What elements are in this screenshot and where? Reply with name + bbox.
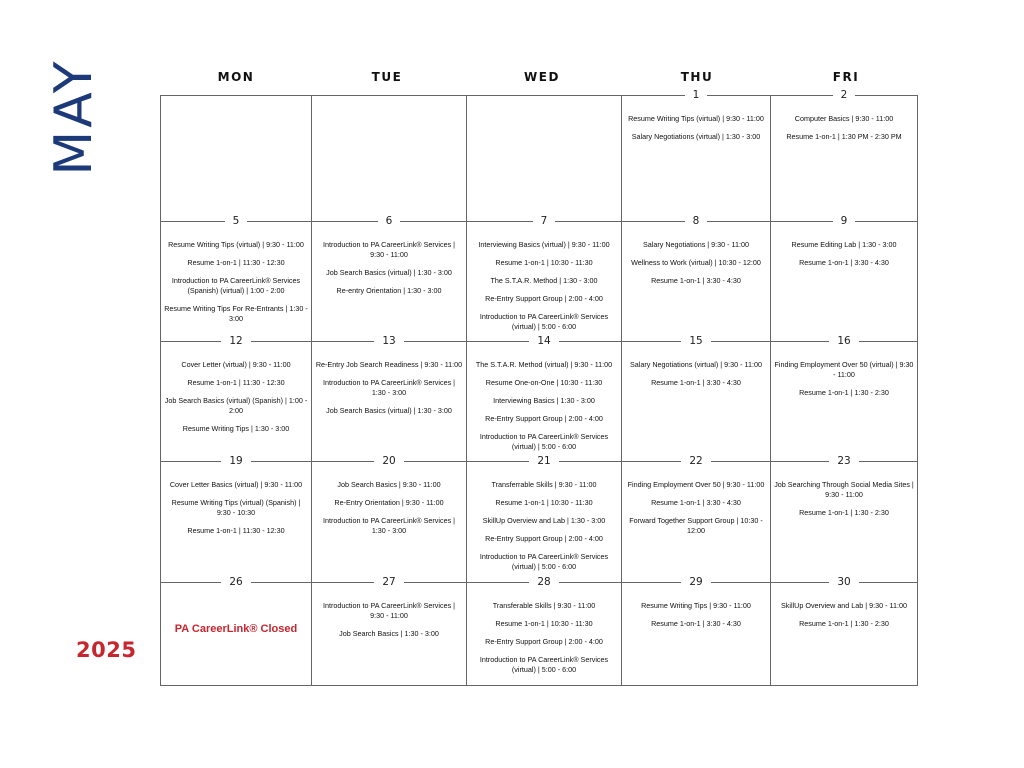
event-item: Job Search Basics | 1:30 - 3:00 bbox=[339, 629, 439, 638]
event-item: Resume 1-on-1 | 11:30 - 12:30 bbox=[187, 258, 285, 267]
day-number bbox=[161, 334, 311, 348]
event-item: Resume Writing Tips (virtual) (Spanish) | 9:30 - 10:30 bbox=[171, 498, 301, 517]
event-list bbox=[164, 240, 308, 332]
day-number bbox=[312, 214, 466, 228]
day-cell bbox=[770, 455, 918, 582]
event-item: Re-Entry Job Search Readiness | 9:30 - 11:00 bbox=[315, 360, 463, 369]
event-item: Interviewing Basics (virtual) | 9:30 - 11:00 bbox=[478, 240, 610, 249]
closed-notice: PA CareerLink® Closed bbox=[174, 623, 298, 635]
event-list bbox=[625, 601, 767, 637]
day-number bbox=[771, 575, 917, 589]
event-item: Job Searching Through Social Media Sites | 9:30 - 11:00 bbox=[774, 480, 914, 499]
day-cell bbox=[466, 335, 621, 461]
day-cell bbox=[770, 215, 918, 341]
day-number bbox=[467, 334, 621, 348]
event-item: Re-Entry Support Group | 2:00 - 4:00 bbox=[485, 534, 603, 543]
day-number-text: 7 bbox=[533, 215, 556, 227]
day-number bbox=[622, 214, 770, 228]
event-item: Re-Entry Support Group | 2:00 - 4:00 bbox=[485, 294, 603, 303]
event-item: Cover Letter Basics (virtual) | 9:30 - 11:00 bbox=[169, 480, 303, 489]
day-cell bbox=[466, 215, 621, 341]
event-item: Salary Negotiations (virtual) | 1:30 - 3:00 bbox=[631, 132, 761, 141]
event-item: Resume 1-on-1 | 3:30 - 4:30 bbox=[651, 619, 741, 628]
event-list bbox=[774, 360, 914, 406]
event-item: Resume 1-on-1 | 3:30 - 4:30 bbox=[799, 258, 889, 267]
event-item: Re-Entry Orientation | 9:30 - 11:00 bbox=[334, 498, 444, 507]
event-list bbox=[315, 360, 463, 424]
day-cell bbox=[160, 95, 311, 221]
day-number-text: 14 bbox=[529, 335, 558, 347]
day-cell bbox=[770, 335, 918, 461]
event-item: Re-entry Orientation | 1:30 - 3:00 bbox=[336, 286, 442, 295]
day-number bbox=[312, 454, 466, 468]
weekday-mon: MON bbox=[217, 70, 255, 84]
day-cell bbox=[621, 335, 770, 461]
event-item: Introduction to PA CareerLink® Services (Spanish) (virtual) | 1:00 - 2:00 bbox=[171, 276, 301, 295]
day-number bbox=[467, 454, 621, 468]
event-list bbox=[164, 601, 308, 635]
weekday-thu: THU bbox=[680, 70, 714, 84]
day-cell bbox=[311, 335, 466, 461]
day-number-text: 22 bbox=[681, 455, 710, 467]
event-list bbox=[315, 240, 463, 304]
event-item: Introduction to PA CareerLink® Services | 1:30 - 3:00 bbox=[322, 378, 456, 397]
day-number-text: 26 bbox=[221, 576, 250, 588]
event-item: Introduction to PA CareerLink® Services | 9:30 - 11:00 bbox=[322, 240, 456, 259]
event-list bbox=[470, 240, 618, 340]
event-item: Resume Writing Tips | 1:30 - 3:00 bbox=[182, 424, 290, 433]
day-number-text: 2 bbox=[833, 89, 856, 101]
event-item: Job Search Basics (virtual) (Spanish) | 1:00 - 2:00 bbox=[164, 396, 308, 415]
day-cell bbox=[770, 576, 918, 686]
event-item: Job Search Basics (virtual) | 1:30 - 3:00 bbox=[326, 406, 452, 415]
event-item: Resume 1-on-1 | 1:30 PM - 2:30 PM bbox=[786, 132, 902, 141]
day-cell bbox=[311, 95, 466, 221]
day-number-text: 23 bbox=[829, 455, 858, 467]
day-cell bbox=[311, 576, 466, 686]
day-number bbox=[771, 214, 917, 228]
weekday-wed: WED bbox=[524, 70, 560, 84]
event-item: Introduction to PA CareerLink® Services | 1:30 - 3:00 bbox=[322, 516, 456, 535]
event-item: Interviewing Basics | 1:30 - 3:00 bbox=[493, 396, 595, 405]
event-item: Resume 1-on-1 | 1:30 - 2:30 bbox=[799, 619, 889, 628]
day-number-text: 16 bbox=[829, 335, 858, 347]
day-number bbox=[622, 454, 770, 468]
day-cell bbox=[160, 576, 311, 686]
event-list bbox=[774, 601, 914, 637]
weekday-fri: FRI bbox=[832, 70, 860, 84]
event-item: Resume 1-on-1 | 3:30 - 4:30 bbox=[651, 498, 741, 507]
event-item: Computer Basics | 9:30 - 11:00 bbox=[794, 114, 894, 123]
event-list bbox=[774, 480, 914, 526]
day-cell bbox=[160, 335, 311, 461]
day-number-text: 21 bbox=[529, 455, 558, 467]
event-item: Cover Letter (virtual) | 9:30 - 11:00 bbox=[181, 360, 291, 369]
event-item: Resume 1-on-1 | 10:30 - 11:30 bbox=[495, 498, 593, 507]
event-item: Re-Entry Support Group | 2:00 - 4:00 bbox=[485, 414, 603, 423]
day-number-text: 28 bbox=[529, 576, 558, 588]
day-number bbox=[161, 214, 311, 228]
day-number-text: 9 bbox=[833, 215, 856, 227]
event-item: SkillUp Overview and Lab | 9:30 - 11:00 bbox=[781, 601, 907, 610]
day-cell bbox=[621, 215, 770, 341]
event-list bbox=[315, 480, 463, 544]
day-number bbox=[467, 214, 621, 228]
event-item: Transferrable Skills | 9:30 - 11:00 bbox=[491, 480, 597, 489]
day-number bbox=[771, 334, 917, 348]
event-item: Salary Negotiations | 9:30 - 11:00 bbox=[642, 240, 749, 249]
event-item: Forward Together Support Group | 10:30 - 12:00 bbox=[629, 516, 763, 535]
day-number-text: 27 bbox=[374, 576, 403, 588]
event-item: Re-Entry Support Group | 2:00 - 4:00 bbox=[485, 637, 603, 646]
event-item: Resume One-on-One | 10:30 - 11:30 bbox=[485, 378, 603, 387]
event-item: Transferable Skills | 9:30 - 11:00 bbox=[492, 601, 596, 610]
day-number-text: 1 bbox=[685, 89, 708, 101]
event-item: Introduction to PA CareerLink® Services (virtual) | 5:00 - 6:00 bbox=[479, 312, 609, 331]
event-item: Resume Writing Tips For Re-Entrants | 1:30 - 3:00 bbox=[164, 304, 308, 323]
day-number bbox=[161, 575, 311, 589]
day-number bbox=[622, 575, 770, 589]
month-text: MAY bbox=[44, 58, 104, 176]
event-item: Resume 1-on-1 | 3:30 - 4:30 bbox=[651, 378, 741, 387]
day-cell bbox=[160, 455, 311, 582]
day-cell bbox=[621, 89, 770, 221]
event-item: Resume Writing Tips (virtual) | 9:30 - 11:00 bbox=[628, 114, 764, 123]
event-list bbox=[470, 480, 618, 580]
event-list bbox=[164, 480, 308, 544]
day-number-text: 15 bbox=[681, 335, 710, 347]
day-number-text: 19 bbox=[221, 455, 250, 467]
event-item: Job Search Basics (virtual) | 1:30 - 3:00 bbox=[326, 268, 452, 277]
event-item: SkillUp Overview and Lab | 1:30 - 3:00 bbox=[482, 516, 606, 525]
day-cell bbox=[466, 95, 621, 221]
event-item: Resume 1-on-1 | 1:30 - 2:30 bbox=[799, 388, 889, 397]
event-list bbox=[774, 114, 914, 150]
event-item: Resume Writing Tips (virtual) | 9:30 - 11:00 bbox=[168, 240, 304, 249]
event-item: Introduction to PA CareerLink® Services (virtual) | 5:00 - 6:00 bbox=[479, 552, 609, 571]
event-item: Finding Employment Over 50 (virtual) | 9:30 - 11:00 bbox=[774, 360, 914, 379]
day-number bbox=[622, 88, 770, 102]
event-item: Resume Editing Lab | 1:30 - 3:00 bbox=[791, 240, 897, 249]
event-item: The S.T.A.R. Method (virtual) | 9:30 - 11:00 bbox=[475, 360, 613, 369]
day-number bbox=[312, 575, 466, 589]
day-cell bbox=[311, 215, 466, 341]
day-cell bbox=[160, 215, 311, 341]
day-number-text: 13 bbox=[374, 335, 403, 347]
day-cell bbox=[466, 455, 621, 582]
event-item: Resume 1-on-1 | 3:30 - 4:30 bbox=[651, 276, 741, 285]
day-number-text: 6 bbox=[378, 215, 401, 227]
day-cell bbox=[770, 89, 918, 221]
event-item: Introduction to PA CareerLink® Services (virtual) | 5:00 - 6:00 bbox=[479, 655, 609, 674]
calendar-grid bbox=[160, 89, 918, 686]
day-number-text: 8 bbox=[685, 215, 708, 227]
day-number-text: 20 bbox=[374, 455, 403, 467]
event-item: Job Search Basics | 9:30 - 11:00 bbox=[337, 480, 441, 489]
event-list bbox=[774, 240, 914, 276]
day-number-text: 5 bbox=[225, 215, 248, 227]
event-list bbox=[164, 360, 308, 442]
day-cell bbox=[466, 576, 621, 686]
event-item: Resume 1-on-1 | 10:30 - 11:30 bbox=[495, 619, 593, 628]
month-title bbox=[44, 58, 130, 210]
day-number bbox=[771, 454, 917, 468]
event-item: The S.T.A.R. Method | 1:30 - 3:00 bbox=[490, 276, 598, 285]
event-item: Wellness to Work (virtual) | 10:30 - 12:00 bbox=[631, 258, 761, 267]
day-number-text: 30 bbox=[829, 576, 858, 588]
event-list bbox=[625, 240, 767, 294]
event-item: Resume 1-on-1 | 11:30 - 12:30 bbox=[187, 378, 285, 387]
year-label: 2025 bbox=[76, 638, 137, 662]
event-list bbox=[470, 360, 618, 460]
event-list bbox=[470, 601, 618, 683]
day-cell bbox=[621, 455, 770, 582]
day-number bbox=[467, 575, 621, 589]
day-number-text: 29 bbox=[681, 576, 710, 588]
event-item: Finding Employment Over 50 | 9:30 - 11:00 bbox=[627, 480, 765, 489]
day-number bbox=[312, 334, 466, 348]
event-list bbox=[625, 480, 767, 544]
event-item: Resume 1-on-1 | 11:30 - 12:30 bbox=[187, 526, 285, 535]
event-item: Introduction to PA CareerLink® Services | 9:30 - 11:00 bbox=[322, 601, 456, 620]
event-item: Salary Negotiations (virtual) | 9:30 - 11:00 bbox=[630, 360, 762, 369]
day-number bbox=[771, 88, 917, 102]
day-cell bbox=[311, 455, 466, 582]
day-number bbox=[161, 454, 311, 468]
event-list bbox=[625, 114, 767, 150]
day-cell bbox=[621, 576, 770, 686]
event-item: Resume 1-on-1 | 1:30 - 2:30 bbox=[799, 508, 889, 517]
event-item: Resume Writing Tips | 9:30 - 11:00 bbox=[641, 601, 751, 610]
event-list bbox=[625, 360, 767, 396]
day-number-text: 12 bbox=[221, 335, 250, 347]
event-list bbox=[315, 601, 463, 647]
day-number bbox=[622, 334, 770, 348]
weekday-tue: TUE bbox=[371, 70, 403, 84]
event-item: Introduction to PA CareerLink® Services (virtual) | 5:00 - 6:00 bbox=[479, 432, 609, 451]
event-item: Resume 1-on-1 | 10:30 - 11:30 bbox=[495, 258, 593, 267]
